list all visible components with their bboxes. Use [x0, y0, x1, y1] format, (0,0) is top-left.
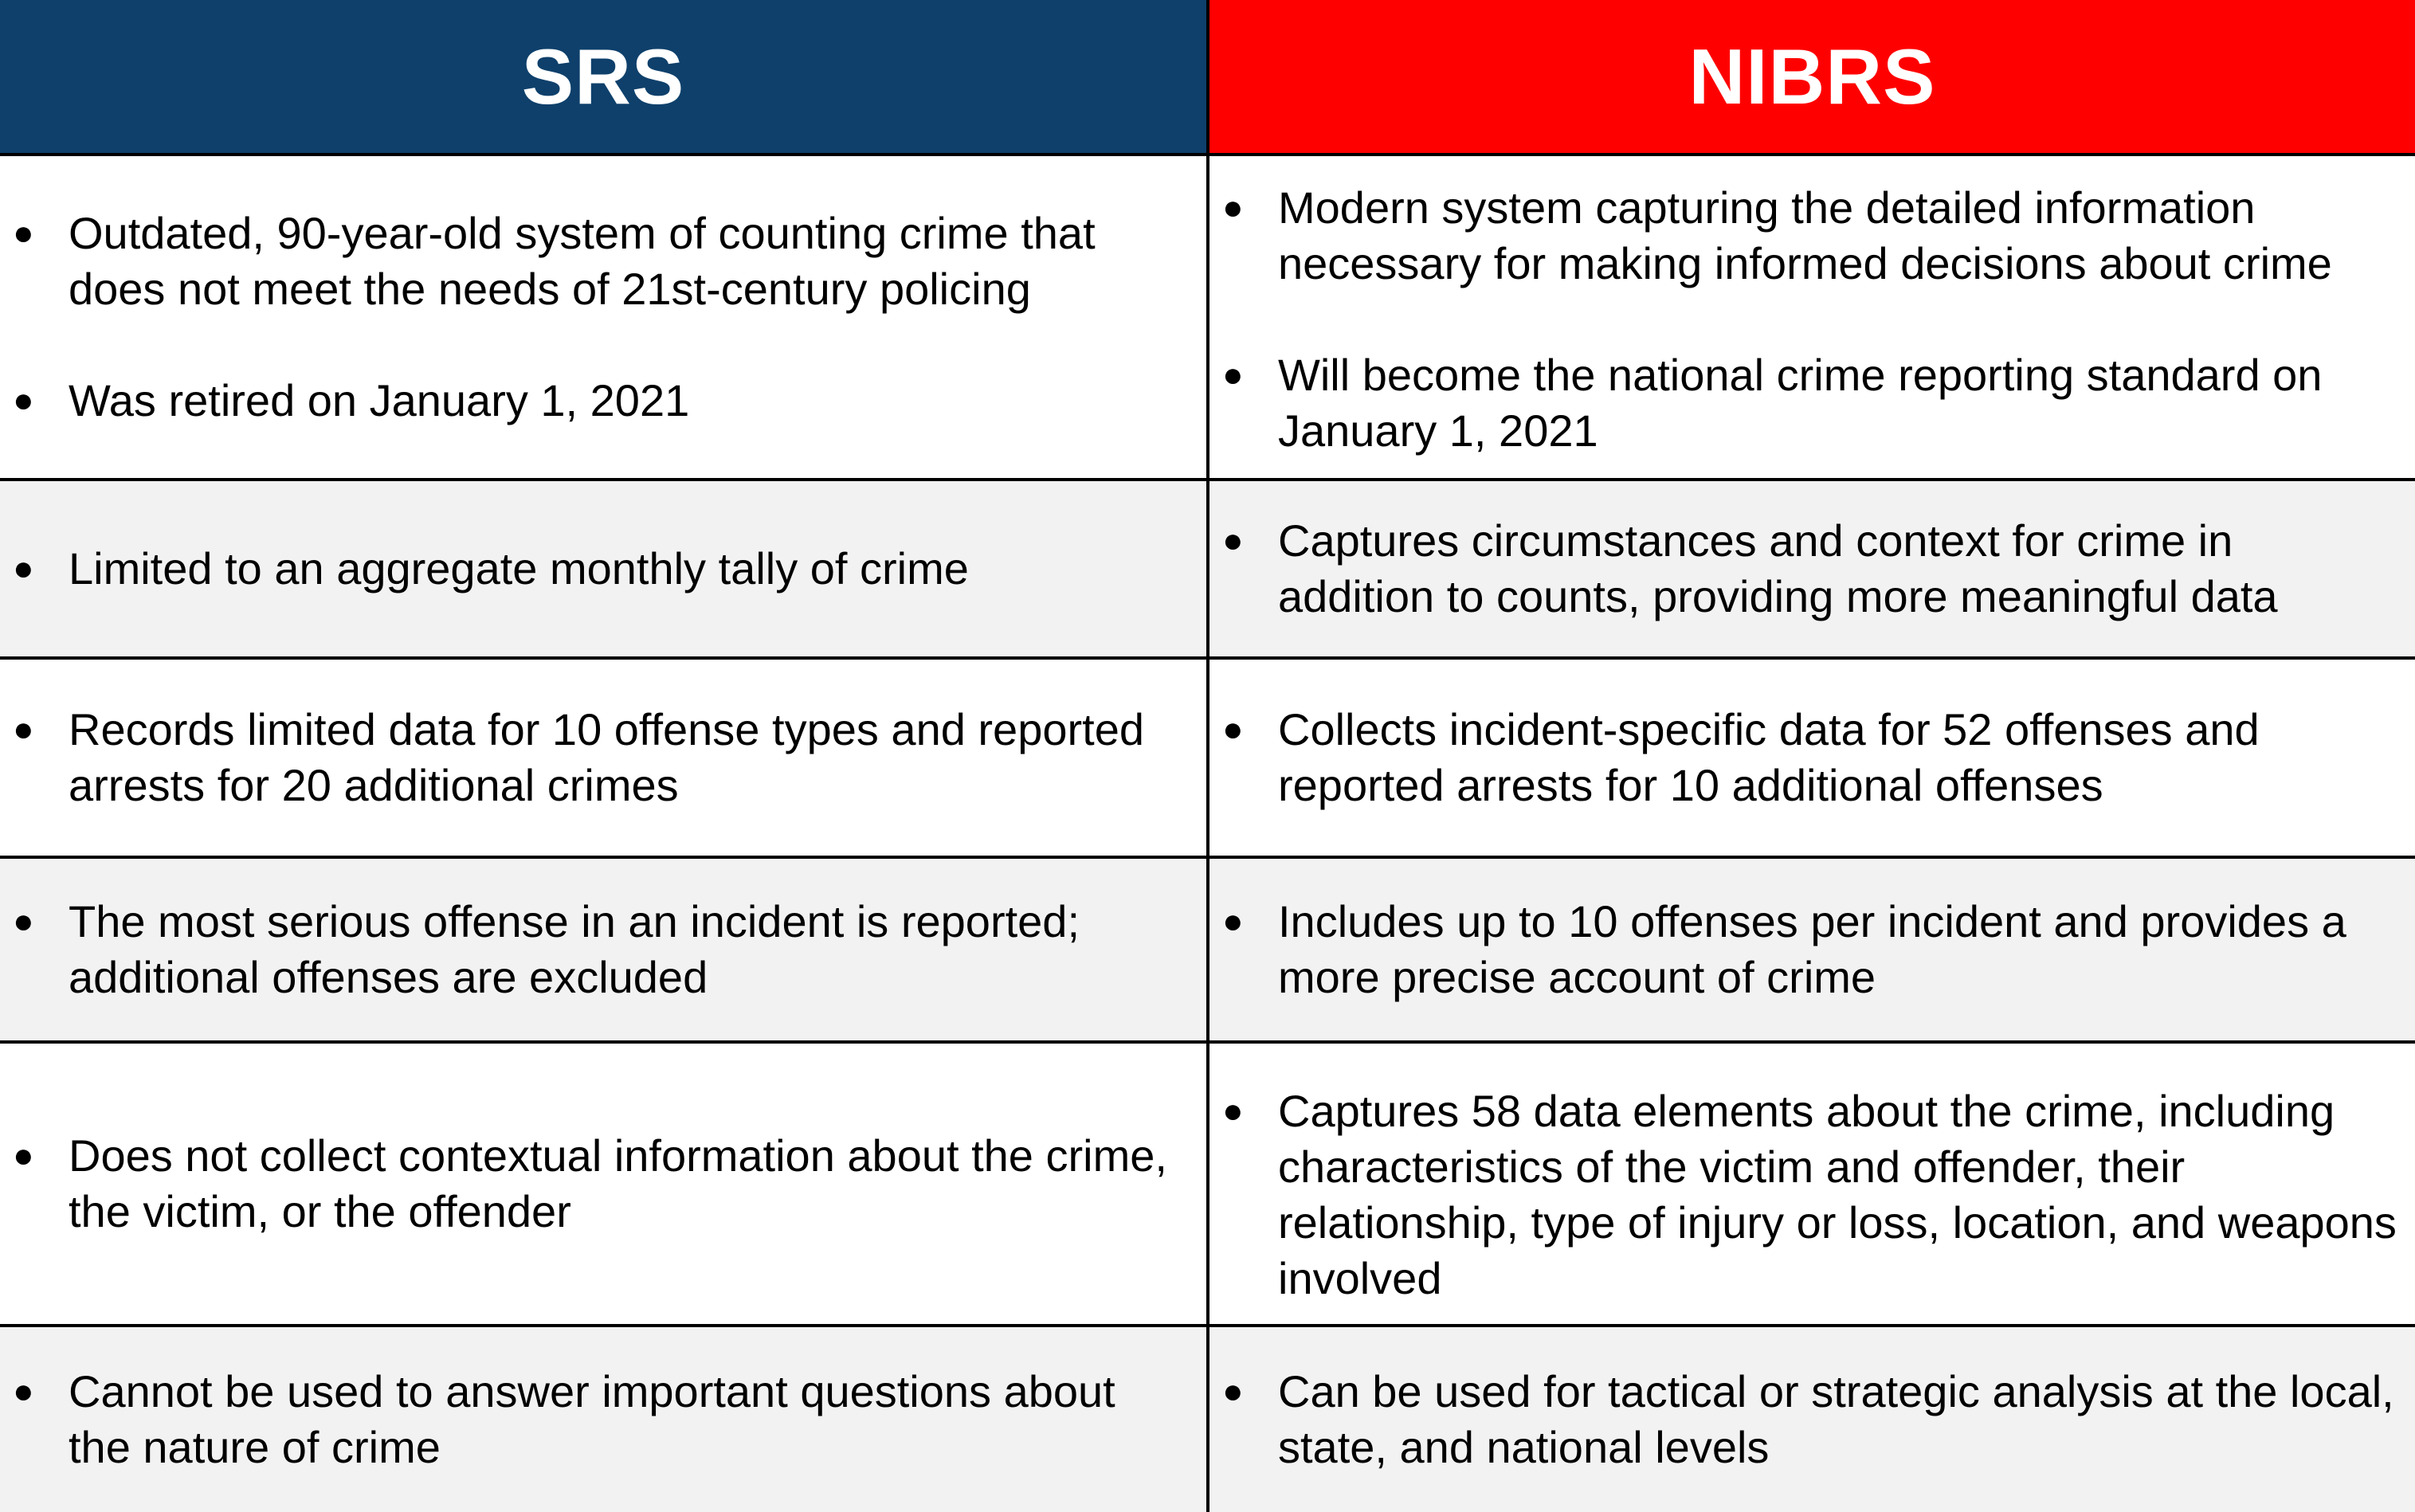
srs-header: SRS	[0, 0, 1206, 153]
bullet-icon: ●	[13, 902, 34, 941]
bullet-icon: ●	[1222, 1372, 1244, 1411]
list-item: ● Collects incident-specific data for 52 offenses and reported arrests for 10 additional offenses	[1209, 702, 2399, 813]
srs-cell-row-2	[0, 478, 1206, 656]
bullet-icon: ●	[1222, 355, 1244, 394]
list-item: ● Does not collect contextual information about the crime, the victim, or the offender	[0, 1128, 1182, 1240]
bullet-icon: ●	[13, 381, 34, 420]
list-item: ● The most serious offense in an incident is reported; additional offenses are excluded	[0, 894, 1182, 1005]
bullet-icon: ●	[13, 1136, 34, 1175]
list-item: ● Cannot be used to answer important questions about the nature of crime	[0, 1364, 1182, 1475]
srs-cell-row-3	[0, 656, 1206, 856]
nibrs-header: NIBRS	[1206, 0, 2415, 153]
list-item: ● Captures 58 data elements about the crime, including characteristics of the victim and offender, their relationship, type of injury or loss, location, and weapons involved	[1209, 1083, 2399, 1306]
srs-cell-row-1	[0, 153, 1206, 478]
bullet-icon: ●	[13, 549, 34, 588]
bullet-icon: ●	[1222, 1091, 1244, 1130]
nibrs-cell-row-1	[1206, 153, 2415, 478]
list-item: ● Outdated, 90-year-old system of counting crime that does not meet the needs of 21st-century policing	[0, 206, 1182, 317]
list-item: ● Records limited data for 10 offense types and reported arrests for 20 additional crimes	[0, 702, 1182, 813]
list-item: ● Modern system capturing the detailed information necessary for making informed decisions about crime	[1209, 180, 2399, 292]
bullet-icon: ●	[1222, 188, 1244, 227]
nibrs-cell-row-5	[1206, 1040, 2415, 1324]
srs-cell-row-4	[0, 856, 1206, 1040]
bullet-icon: ●	[1222, 902, 1244, 941]
srs-cell-row-6	[0, 1324, 1206, 1512]
nibrs-cell-row-6	[1206, 1324, 2415, 1512]
nibrs-cell-row-2	[1206, 478, 2415, 656]
bullet-icon: ●	[1222, 710, 1244, 749]
bullet-icon: ●	[13, 1372, 34, 1411]
bullet-icon: ●	[1222, 521, 1244, 560]
nibrs-cell-row-3	[1206, 656, 2415, 856]
srs-cell-row-5	[0, 1040, 1206, 1324]
list-item: ● Captures circumstances and context for crime in addition to counts, providing more meaningful data	[1209, 513, 2399, 625]
list-item: ● Was retired on January 1, 2021	[0, 373, 1182, 429]
nibrs-cell-row-4	[1206, 856, 2415, 1040]
bullet-icon: ●	[13, 710, 34, 749]
list-item: ● Will become the national crime reporting standard on January 1, 2021	[1209, 347, 2399, 459]
bullet-icon: ●	[13, 213, 34, 253]
list-item: ● Can be used for tactical or strategic analysis at the local, state, and national levels	[1209, 1364, 2399, 1475]
list-item: ● Limited to an aggregate monthly tally of crime	[0, 541, 1182, 597]
list-item: ● Includes up to 10 offenses per incident and provides a more precise account of crime	[1209, 894, 2399, 1005]
